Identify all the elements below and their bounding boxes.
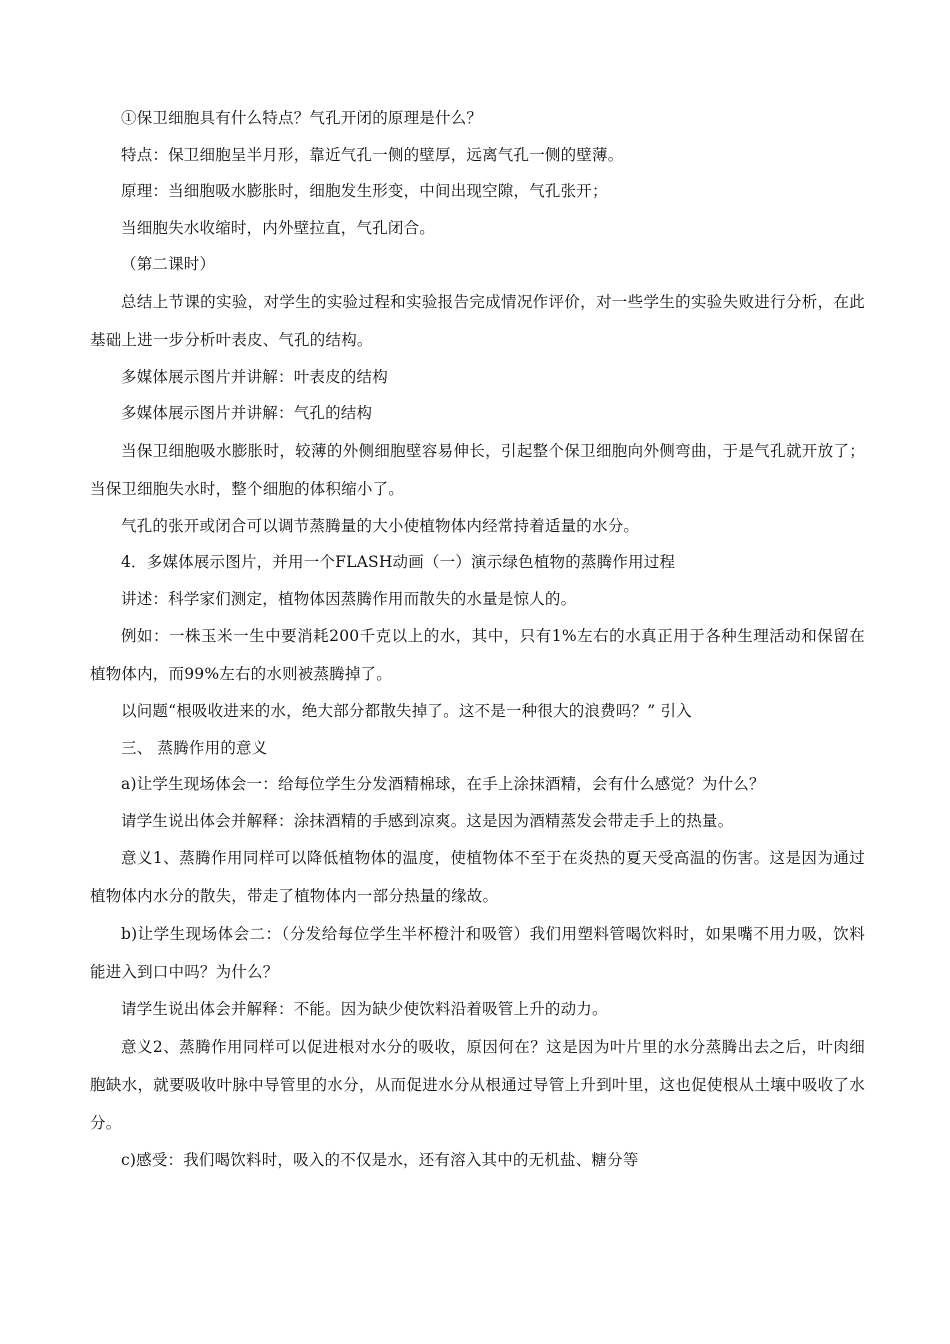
paragraph-guard-cell-question: ①保卫细胞具有什么特点？气孔开闭的原理是什么？ [121,109,483,127]
paragraph-experience-one: a)让学生现场体会一：给每位学生分发酒精棉球，在手上涂抹酒精，会有什么感觉？为什么？ [121,775,765,793]
paragraph-feeling: c)感受：我们喝饮料时，吸入的不仅是水，还有溶入其中的无机盐、糖分等 [121,1150,639,1169]
paragraph-significance-two: 意义2、蒸腾作用同样可以促进根对水分的吸收，原因何在？这是因为叶片里的水分蒸腾出去之后，叶肉细胞缺水，就要吸收叶脉中导管里的水分，从而促进水分从根通过导管上升到叶里，这也促使根从土壤中吸收了水分。 [90,1037,865,1132]
paragraph-significance-one: 意义1、蒸腾作用同样可以降低植物体的温度，使植物体不至于在炎热的夏天受高温的伤害。这是因为通过植物体内水分的散失，带走了植物体内一部分热量的缘故。 [90,849,865,905]
paragraph-principle-close: 当细胞失水收缩时，内外壁拉直，气孔闭合。 [121,218,436,237]
paragraph-second-lesson: （第二课时） [121,255,216,273]
paragraph-guard-cell-swelling: 当保卫细胞吸水膨胀时，较薄的外侧细胞壁容易伸长，引起整个保卫细胞向外侧弯曲，于是气孔就开放了；当保卫细胞失水时，整个细胞的体积缩小了。 [90,441,865,498]
paragraph-corn-example: 例如：一株玉米一生中要消耗200千克以上的水，其中，只有1%左右的水真正用于各种生理活动和保留在植物体内，而99%左右的水则被蒸腾掉了。 [90,627,865,683]
paragraph-stoma-structure: 多媒体展示图片并讲解：气孔的结构 [121,404,373,422]
paragraph-narration: 讲述：科学家们测定，植物体因蒸腾作用而散失的水量是惊人的。 [121,589,577,608]
paragraph-features: 特点：保卫细胞呈半月形，靠近气孔一侧的壁厚，远离气孔一侧的壁薄。 [121,145,624,164]
paragraph-summary: 总结上节课的实验，对学生的实验过程和实验报告完成情况作评价，对一些学生的实验失败进行分析，在此基础上进一步分析叶表皮、气孔的结构。 [90,292,865,349]
section-heading-significance: 三、 蒸腾作用的意义 [121,738,268,757]
document-body [90,100,865,1178]
paragraph-principle-open: 原理：当细胞吸水膨胀时，细胞发生形变，中间出现空隙，气孔张开； [121,182,608,200]
paragraph-flash-animation: 4．多媒体展示图片，并用一个FLASH动画（一）演示绿色植物的蒸腾作用过程 [121,553,676,571]
paragraph-stoma-regulation: 气孔的张开或闭合可以调节蒸腾量的大小使植物体内经常持着适量的水分。 [121,516,640,535]
paragraph-explanation-two: 请学生说出体会并解释：不能。因为缺少使饮料沿着吸管上升的动力。 [121,1000,608,1018]
paragraph-experience-two: b)让学生现场体会二：（分发给每位学生半杯橙汁和吸管）我们用塑料管喝饮料时，如果嘴不用力吸，饮料能进入到口中吗？为什么？ [90,925,865,981]
paragraph-explanation-one: 请学生说出体会并解释：涂抹酒精的手感到凉爽。这是因为酒精蒸发会带走手上的热量。 [121,811,734,830]
paragraph-question-intro: 以问题“根吸收进来的水，绝大部分都散失掉了。这不是一种很大的浪费吗？” 引入 [121,702,692,720]
paragraph-epidermis: 多媒体展示图片并讲解：叶表皮的结构 [121,367,388,386]
